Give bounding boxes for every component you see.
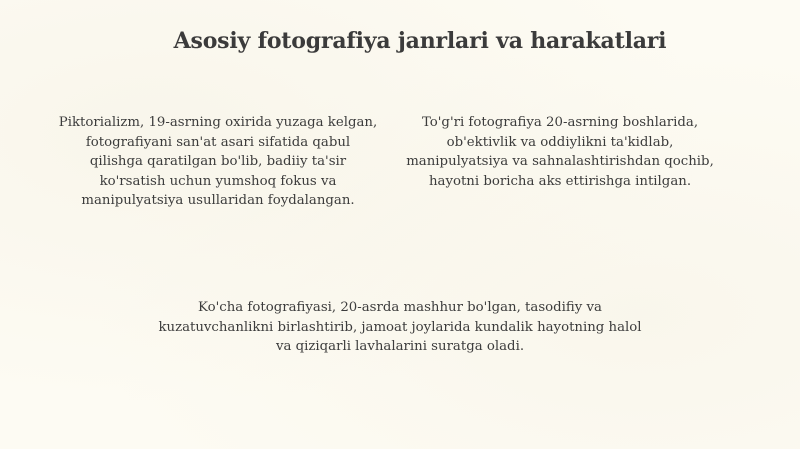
slide-title: Asosiy fotografiya janrlari va harakatlari (173, 28, 667, 54)
pictorialism-paragraph: Piktorializm, 19-asrning oxirida yuzaga kelgan, fotografiyani san'at asari sifatida qabul qilishga qaratilgan bo'lib, badiiy ta'sir ko'rsatish uchun yumshoq fokus va manipulyatsiya usullaridan foydalangan. (58, 115, 378, 208)
street-photography-paragraph: Ko'cha fotografiyasi, 20-asrda mashhur bo'lgan, tasodifiy va kuzatuvchanlikni birlashtirib, jamoat joylarida kundalik hayotning halol va qiziqarli lavhalarini suratga oladi. (158, 300, 642, 354)
straight-photography-paragraph: To'g'ri fotografiya 20-asrning boshlarida, ob'ektivlik va oddiylikni ta'kidlab, manipulyatsiya va sahnalashtirishdan qochib, hayotni boricha aks ettirishga intilgan. (406, 115, 714, 189)
